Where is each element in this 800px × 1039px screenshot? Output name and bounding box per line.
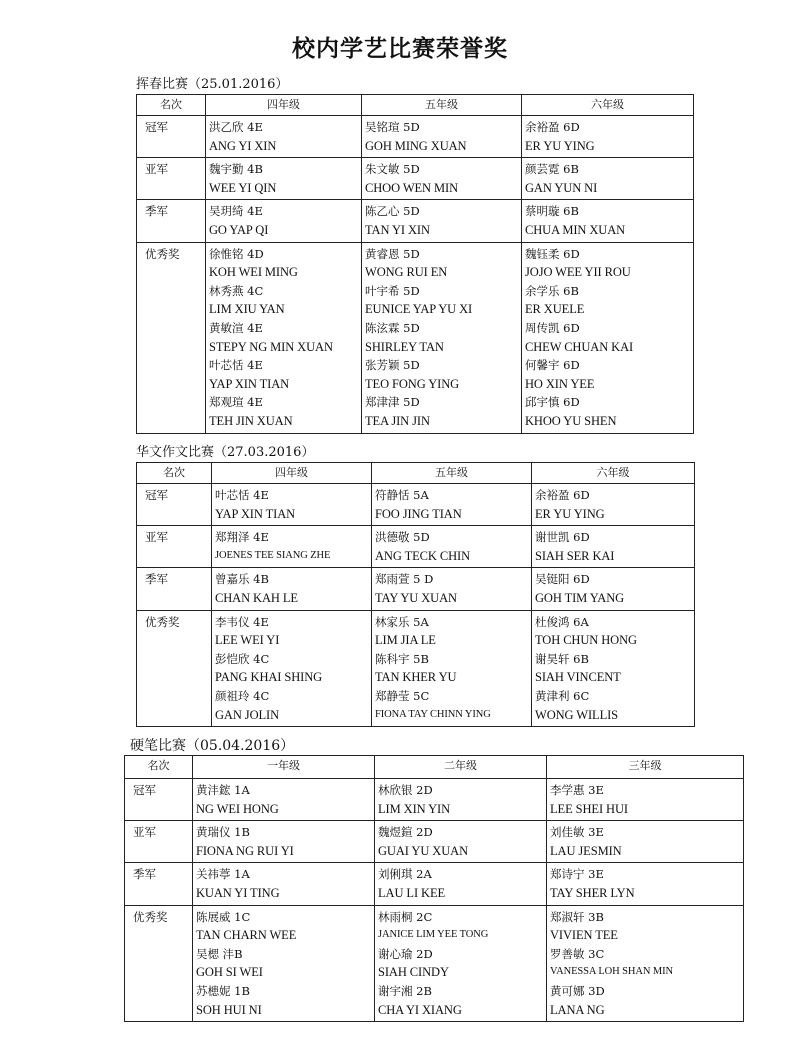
- winner-cell: [362, 158, 522, 200]
- winner-english-name: JOENES TEE SIANG ZHE: [215, 549, 331, 561]
- winner-chinese-name: 张芳颖 5D: [365, 358, 420, 373]
- winner-english-name: FOO JING TIAN: [375, 506, 462, 521]
- winner-chinese-name: 李学惠 3E: [550, 783, 604, 797]
- winner-chinese-name: 曾嘉乐 4B: [215, 572, 269, 587]
- rank-label: 优秀奖: [125, 905, 193, 1022]
- winner-cell: [532, 526, 695, 568]
- winner-english-name: JANICE LIM YEE TONG: [378, 929, 489, 941]
- winner-chinese-name: 彭恺欣 4C: [215, 651, 270, 666]
- winner-english-name: TEH JIN XUAN: [209, 413, 293, 428]
- winner-english-name: EUNICE YAP YU XI: [365, 302, 473, 317]
- header-grade: 三年级: [547, 756, 744, 779]
- winner-english-name: TAY YU XUAN: [375, 590, 457, 605]
- winner-chinese-name: 何馨宇 6D: [525, 358, 580, 373]
- winner-english-name: WONG WILLIS: [535, 707, 619, 722]
- winner-english-name: PANG KHAI SHING: [215, 670, 323, 685]
- section-hard-pen-calligraphy: [124, 737, 744, 1022]
- winner-english-name: SIAH SER KAI: [535, 548, 615, 563]
- winner-cell: [547, 821, 744, 863]
- header-grade: 一年级: [193, 756, 375, 779]
- winner-chinese-name: 魏煜鍹 2D: [378, 825, 433, 840]
- winner-english-name: ANG YI XIN: [209, 138, 277, 153]
- winner-chinese-name: 林家乐 5A: [375, 614, 429, 629]
- winner-english-name: VIVIEN TEE: [550, 928, 618, 943]
- winner-chinese-name: 刘佳敏 3E: [550, 825, 604, 840]
- winner-chinese-name: 黄睿恩 5D: [365, 246, 420, 261]
- winner-english-name: KUAN YI TING: [196, 885, 280, 900]
- winner-chinese-name: 陈乙心 5D: [365, 204, 420, 219]
- table-row: [125, 905, 744, 1022]
- winner-cell: [375, 905, 547, 1022]
- winner-english-name: TOH CHUN HONG: [535, 633, 637, 648]
- winner-cell: [522, 200, 694, 242]
- winner-cell: [522, 242, 694, 433]
- winner-english-name: FIONA NG RUI YI: [196, 843, 294, 858]
- winner-chinese-name: 郑静莹 5C: [375, 688, 430, 703]
- winner-english-name: GUAI YU XUAN: [378, 843, 468, 858]
- section-chinese-composition: [136, 444, 695, 727]
- winner-chinese-name: 谢昊轩 6B: [535, 651, 589, 666]
- winner-cell: [206, 242, 362, 433]
- winner-chinese-name: 叶宇希 5D: [365, 283, 420, 298]
- rank-label: 季军: [137, 568, 212, 610]
- winner-chinese-name: 林雨桐 2C: [378, 909, 433, 924]
- winner-chinese-name: 颜祖玲 4C: [215, 688, 270, 703]
- winner-english-name: TAN KHER YU: [375, 670, 457, 685]
- rank-label: 亚军: [125, 821, 193, 863]
- winner-chinese-name: 黄沣鋐 1A: [196, 783, 250, 797]
- table-row: [125, 779, 744, 821]
- winner-english-name: GOH TIM YANG: [535, 590, 625, 605]
- winner-cell: [212, 610, 372, 727]
- winner-chinese-name: 余裕盈 6D: [535, 488, 590, 502]
- header-grade: 五年级: [372, 463, 532, 484]
- winner-cell: [193, 863, 375, 905]
- winner-cell: [206, 200, 362, 242]
- rank-label: 亚军: [137, 526, 212, 568]
- winner-english-name: WONG RUI EN: [365, 265, 448, 280]
- winner-english-name: CHA YI XIANG: [378, 1002, 462, 1017]
- winner-cell: [212, 526, 372, 568]
- winner-chinese-name: 符静恬 5A: [375, 488, 429, 502]
- winner-english-name: LANA NG: [550, 1002, 605, 1017]
- winner-english-name: LIM XIU YAN: [209, 302, 285, 317]
- header-row: [137, 463, 695, 484]
- winner-english-name: ER XUELE: [525, 302, 585, 317]
- winner-english-name: LEE WEI YI: [215, 633, 280, 648]
- header-rank: 名次: [125, 756, 193, 779]
- winner-english-name: SIAH VINCENT: [535, 670, 621, 685]
- winner-cell: [547, 779, 744, 821]
- rank-label: 冠军: [137, 116, 206, 158]
- winner-chinese-name: 徐惟铭 4D: [209, 246, 264, 261]
- winner-chinese-name: 邱宇慎 6D: [525, 395, 580, 410]
- winner-cell: [206, 158, 362, 200]
- winner-chinese-name: 关祎葶 1A: [196, 867, 250, 882]
- winner-cell: [206, 116, 362, 158]
- winner-english-name: YAP XIN TIAN: [209, 376, 290, 391]
- winner-english-name: WEE YI QIN: [209, 180, 277, 195]
- winner-cell: [362, 116, 522, 158]
- rank-label: 冠军: [137, 484, 212, 526]
- winner-chinese-name: 陈泫霖 5D: [365, 320, 420, 335]
- winner-cell: [375, 821, 547, 863]
- winner-cell: [372, 610, 532, 727]
- table-row: [137, 200, 694, 242]
- winner-english-name: TAN CHARN WEE: [196, 928, 297, 943]
- winner-chinese-name: 刘俐琪 2A: [378, 867, 432, 882]
- winner-chinese-name: 洪德敬 5D: [375, 530, 430, 545]
- winner-chinese-name: 余裕盈 6D: [525, 120, 580, 134]
- results-table: [124, 755, 744, 1022]
- winner-chinese-name: 叶芯恬 4E: [209, 358, 263, 373]
- winner-chinese-name: 黄可娜 3D: [550, 983, 605, 998]
- rank-label: 季军: [125, 863, 193, 905]
- results-table: [136, 462, 695, 727]
- winner-cell: [372, 484, 532, 526]
- results-table: [136, 94, 694, 434]
- winner-english-name: SHIRLEY TAN: [365, 339, 444, 354]
- header-rank: 名次: [137, 463, 212, 484]
- winner-english-name: ANG TECK CHIN: [375, 548, 470, 563]
- rank-label: 冠军: [125, 779, 193, 821]
- winner-english-name: CHEW CHUAN KAI: [525, 339, 634, 354]
- winner-cell: [522, 116, 694, 158]
- winner-chinese-name: 郑淑轩 3B: [550, 909, 604, 924]
- table-row: [137, 116, 694, 158]
- winner-chinese-name: 魏钰柔 6D: [525, 246, 580, 261]
- winner-english-name: CHUA MIN XUAN: [525, 222, 626, 237]
- winner-english-name: NG WEI HONG: [196, 801, 279, 816]
- winner-chinese-name: 吴铭瑄 5D: [365, 120, 420, 134]
- winner-chinese-name: 蔡明璇 6B: [525, 204, 579, 219]
- winner-english-name: LIM JIA LE: [375, 633, 436, 648]
- winner-chinese-name: 吴玥绮 4E: [209, 204, 263, 219]
- table-row: [137, 610, 695, 727]
- winner-cell: [547, 905, 744, 1022]
- winner-chinese-name: 林秀燕 4C: [209, 283, 264, 298]
- winner-chinese-name: 郑观瑄 4E: [209, 395, 263, 410]
- winner-english-name: CHOO WEN MIN: [365, 180, 459, 195]
- winner-cell: [375, 779, 547, 821]
- page-title: 校内学艺比赛荣誉奖: [292, 36, 508, 62]
- header-grade: 六年级: [522, 95, 694, 116]
- header-row: [125, 756, 744, 779]
- winner-english-name: JOJO WEE YII ROU: [525, 265, 631, 280]
- winner-chinese-name: 李韦仪 4E: [215, 614, 269, 629]
- winner-chinese-name: 吴楒 沣B: [196, 946, 243, 961]
- winner-english-name: LAU LI KEE: [378, 885, 446, 900]
- winner-english-name: SIAH CINDY: [378, 965, 449, 980]
- winner-chinese-name: 黄瑞仪 1B: [196, 825, 250, 840]
- winner-chinese-name: 郑诗宁 3E: [550, 867, 604, 882]
- winner-chinese-name: 苏槵妮 1B: [196, 983, 250, 998]
- winner-english-name: FIONA TAY CHINN YING: [375, 708, 491, 720]
- table-row: [137, 242, 694, 433]
- winner-english-name: YAP XIN TIAN: [215, 506, 296, 521]
- winner-chinese-name: 吴铤阳 6D: [535, 572, 590, 587]
- winner-chinese-name: 林欣银 2D: [378, 783, 433, 797]
- winner-chinese-name: 余学乐 6B: [525, 283, 579, 298]
- winner-english-name: LEE SHEI HUI: [550, 801, 628, 816]
- table-row: [137, 484, 695, 526]
- winner-chinese-name: 郑雨萱 5 D: [375, 572, 434, 587]
- table-row: [125, 821, 744, 863]
- table-row: [125, 863, 744, 905]
- winner-chinese-name: 郑翔泽 4E: [215, 530, 269, 545]
- winner-english-name: SOH HUI NI: [196, 1002, 262, 1017]
- winner-english-name: TEO FONG YING: [365, 376, 460, 391]
- header-grade: 四年级: [206, 95, 362, 116]
- winner-chinese-name: 魏宇勤 4B: [209, 162, 263, 177]
- winner-cell: [362, 242, 522, 433]
- winner-english-name: TEA JIN JIN: [365, 413, 430, 428]
- winner-cell: [362, 200, 522, 242]
- section-label: 华文作文比赛（27.03.2016）: [136, 445, 315, 460]
- header-grade: 五年级: [362, 95, 522, 116]
- winner-chinese-name: 周传凯 6D: [525, 320, 580, 335]
- winner-chinese-name: 黄敏渲 4E: [209, 320, 263, 335]
- winner-english-name: GO YAP QI: [209, 222, 269, 237]
- winner-chinese-name: 陈科宇 5B: [375, 651, 429, 666]
- winner-english-name: TAN YI XIN: [365, 222, 430, 237]
- header-grade: 四年级: [212, 463, 372, 484]
- winner-english-name: HO XIN YEE: [525, 376, 595, 391]
- winner-chinese-name: 颜芸霓 6B: [525, 162, 579, 177]
- winner-chinese-name: 黄津利 6C: [535, 688, 590, 703]
- winner-english-name: GAN JOLIN: [215, 707, 280, 722]
- winner-chinese-name: 谢宇湘 2B: [378, 983, 432, 998]
- section-label: 硬笔比赛（05.04.2016）: [130, 738, 295, 754]
- winner-english-name: CHAN KAH LE: [215, 590, 298, 605]
- winner-english-name: ER YU YING: [525, 138, 595, 153]
- winner-english-name: TAY SHER LYN: [550, 885, 635, 900]
- winner-chinese-name: 朱文敏 5D: [365, 162, 420, 177]
- winner-cell: [193, 779, 375, 821]
- winner-cell: [532, 610, 695, 727]
- winner-chinese-name: 洪乙欣 4E: [209, 120, 263, 134]
- header-row: [137, 95, 694, 116]
- rank-label: 亚军: [137, 158, 206, 200]
- winner-chinese-name: 叶芯恬 4E: [215, 488, 269, 502]
- winner-chinese-name: 杜俊鸿 6A: [535, 614, 589, 629]
- winner-english-name: LIM XIN YIN: [378, 801, 451, 816]
- winner-cell: [547, 863, 744, 905]
- winner-cell: [532, 568, 695, 610]
- winner-cell: [193, 821, 375, 863]
- section-spring-couplet: [136, 76, 694, 434]
- winner-english-name: ER YU YING: [535, 506, 605, 521]
- winner-english-name: GOH SI WEI: [196, 965, 263, 980]
- table-row: [137, 526, 695, 568]
- winner-chinese-name: 郑津津 5D: [365, 395, 420, 410]
- rank-label: 优秀奖: [137, 610, 212, 727]
- winner-cell: [212, 568, 372, 610]
- winner-cell: [372, 568, 532, 610]
- section-label: 挥春比赛（25.01.2016）: [136, 77, 289, 92]
- winner-english-name: LAU JESMIN: [550, 843, 622, 858]
- winner-cell: [193, 905, 375, 1022]
- rank-label: 优秀奖: [137, 242, 206, 433]
- winner-english-name: KHOO YU SHEN: [525, 413, 617, 428]
- rank-label: 季军: [137, 200, 206, 242]
- winner-english-name: STEPY NG MIN XUAN: [209, 339, 333, 354]
- winner-cell: [375, 863, 547, 905]
- table-row: [137, 568, 695, 610]
- table-row: [137, 158, 694, 200]
- header-grade: 六年级: [532, 463, 695, 484]
- winner-chinese-name: 罗善敏 3C: [550, 946, 605, 961]
- winner-chinese-name: 谢心瑜 2D: [378, 946, 433, 961]
- winner-cell: [522, 158, 694, 200]
- winner-cell: [372, 526, 532, 568]
- winner-english-name: VANESSA LOH SHAN MIN: [550, 966, 673, 978]
- winner-english-name: KOH WEI MING: [209, 265, 298, 280]
- winner-english-name: GAN YUN NI: [525, 180, 598, 195]
- winner-cell: [212, 484, 372, 526]
- header-rank: 名次: [137, 95, 206, 116]
- winner-chinese-name: 谢世凯 6D: [535, 530, 590, 545]
- winner-english-name: GOH MING XUAN: [365, 138, 467, 153]
- header-grade: 二年级: [375, 756, 547, 779]
- winner-cell: [532, 484, 695, 526]
- winner-chinese-name: 陈展威 1C: [196, 909, 251, 924]
